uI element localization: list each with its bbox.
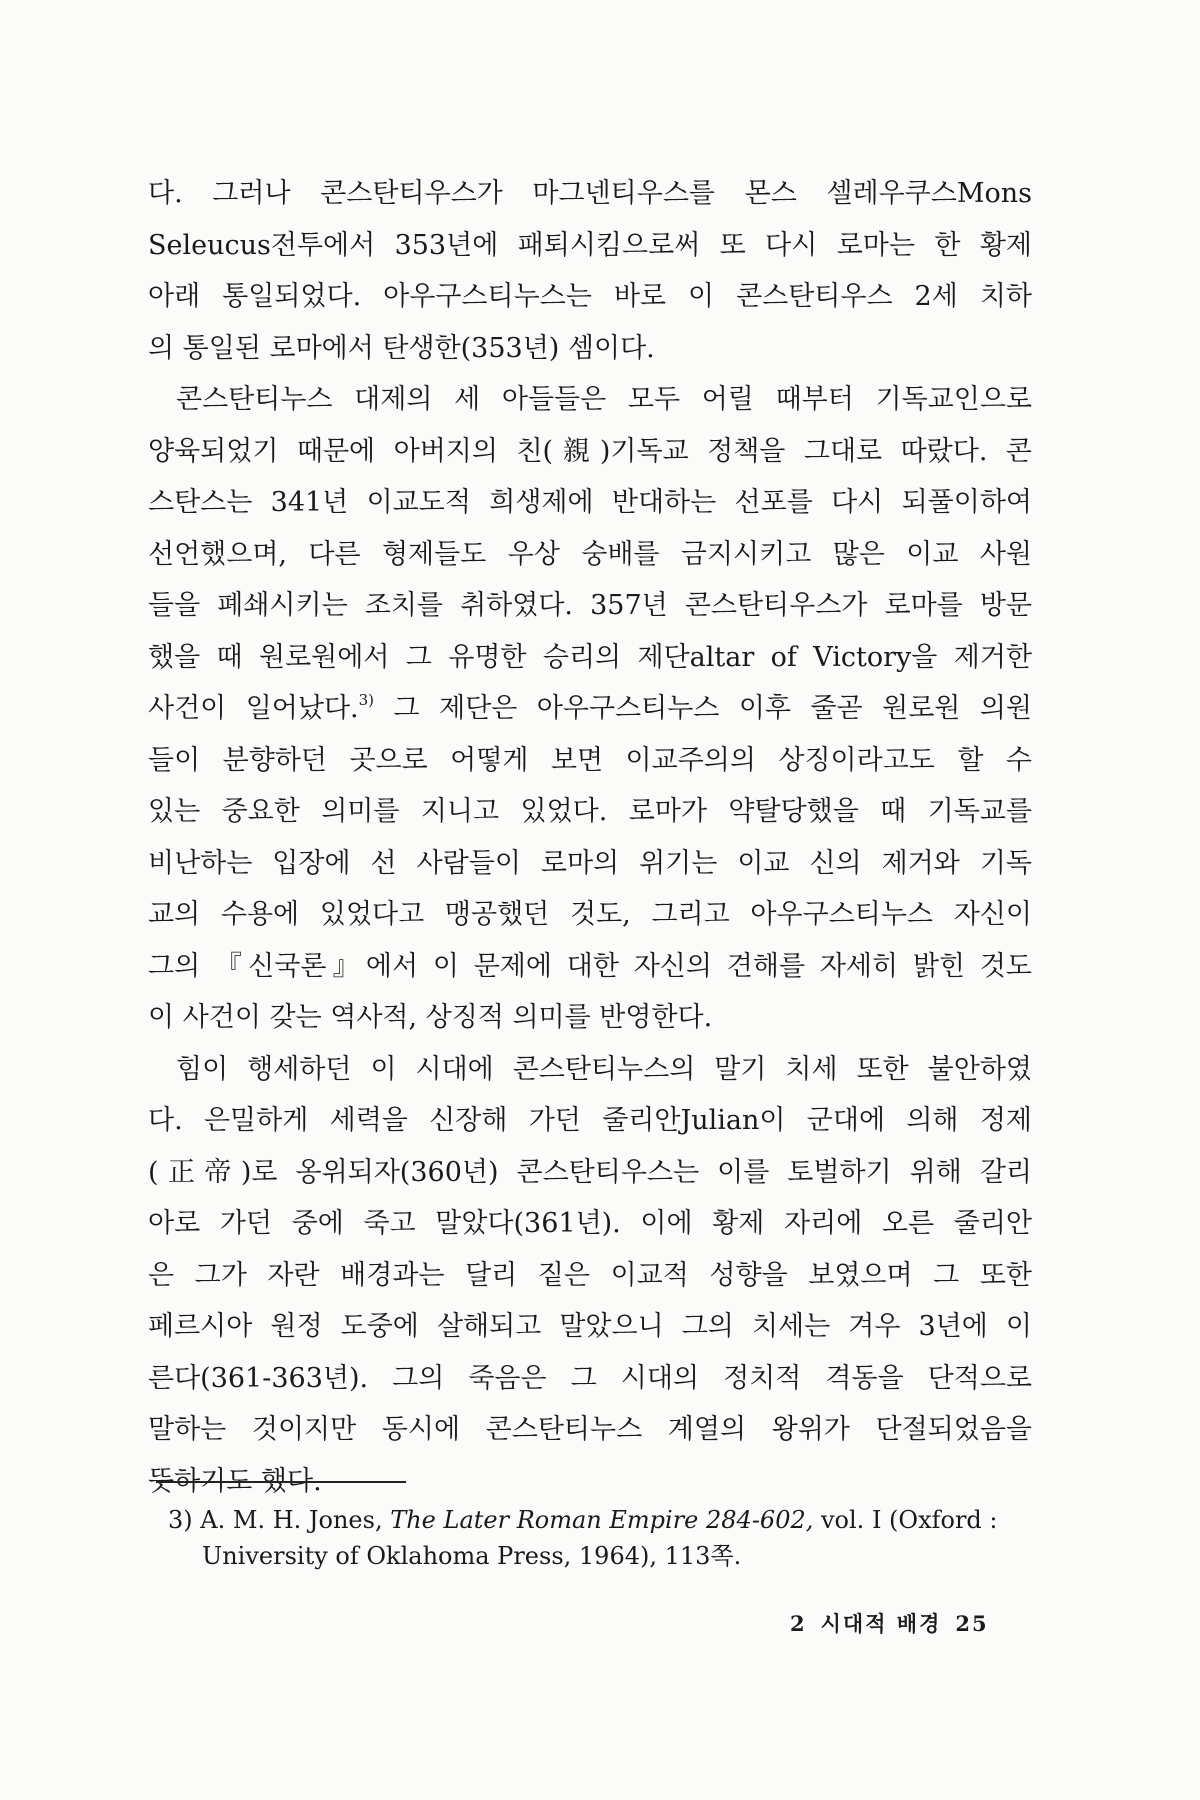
text-line: 말하는 것이지만 동시에 콘스탄티누스 계열의 왕위가 단절되었음을 (148, 1414, 1032, 1445)
footnote (168, 1502, 1038, 1574)
paragraph-start: 콘스탄티누스 대제의 세 아들들은 모두 어릴 때부터 기독교인으로 (176, 384, 1032, 415)
footnote-line (168, 1502, 1038, 1538)
text-line: 페르시아 원정 도중에 살해되고 말았으니 그의 치세는 겨우 3년에 이 (148, 1311, 1032, 1342)
text-line: 그의 『신국론』에서 이 문제에 대한 자신의 견해를 자세히 밝힌 것도 (148, 950, 1032, 982)
text-line: 선언했으며, 다른 형제들도 우상 숭배를 금지시키고 많은 이교 사원 (148, 538, 1032, 570)
text-line: 아로 가던 중에 죽고 말았다(361년). 이에 황제 자리에 오른 줄리안 (148, 1208, 1032, 1239)
text-line: 뜻하기도 했다. (148, 1465, 322, 1497)
text-line: 스탄스는 341년 이교도적 희생제에 반대하는 선포를 다시 되풀이하여 (148, 487, 1032, 518)
footnote-line: University of Oklahoma Press, 1964), 113쪽. (202, 1542, 742, 1570)
text-line: 했을 때 원로원에서 그 유명한 승리의 제단altar of Victory을 제거한 (148, 641, 1032, 673)
footnote-number: 3) (168, 1506, 193, 1534)
text-line: 른다(361-363년). 그의 죽음은 그 시대의 정치적 격동을 단적으로 (148, 1362, 1032, 1394)
footnote-author: A. M. H. Jones, (200, 1506, 383, 1534)
text-segment: 그 제단은 아우구스티누스 이후 줄곧 원로원 의원 (374, 693, 1032, 724)
text-line: Seleucus전투에서 353년에 패퇴시킴으로써 또 다시 로마는 한 황제 (148, 229, 1032, 261)
footnote-publication: vol. I (Oxford : (821, 1506, 998, 1534)
running-footer (790, 1608, 1003, 1638)
text-line: 의 통일된 로마에서 탄생한(353년) 셈이다. (148, 332, 655, 364)
chapter-title: 시대적 배경 (820, 1611, 942, 1636)
text-line-with-footnote (148, 683, 1032, 735)
footnote-divider (156, 1481, 406, 1483)
page-number: 25 (955, 1611, 989, 1636)
text-line: 들이 분향하던 곳으로 어떻게 보면 이교주의의 상징이라고도 할 수 (148, 744, 1032, 776)
text-line: 들을 폐쇄시키는 조치를 취하였다. 357년 콘스탄티우스가 로마를 방문 (148, 590, 1032, 621)
text-line: 교의 수용에 있었다고 맹공했던 것도, 그리고 아우구스티누스 자신이 (148, 899, 1032, 930)
text-line: 있는 중요한 의미를 지니고 있었다. 로마가 약탈당했을 때 기독교를 (148, 796, 1032, 827)
text-line: 아래 통일되었다. 아우구스티누스는 바로 이 콘스탄티우스 2세 치하 (148, 281, 1032, 312)
footnote-book-title: The Later Roman Empire 284-602, (390, 1506, 814, 1534)
text-line: 비난하는 입장에 선 사람들이 로마의 위기는 이교 신의 제거와 기독 (148, 847, 1032, 879)
footnote-reference: 3) (358, 691, 375, 709)
paragraph-start: 힘이 행세하던 이 시대에 콘스탄티누스의 말기 치세 또한 불안하였 (176, 1053, 1032, 1085)
text-line: 다. 은밀하게 세력을 신장해 가던 줄리안Julian이 군대에 의해 정제 (148, 1105, 1032, 1136)
text-line: (正帝)로 옹위되자(360년) 콘스탄티우스는 이를 토벌하기 위해 갈리 (148, 1156, 1032, 1188)
text-line: 은 그가 자란 배경과는 달리 짙은 이교적 성향을 보였으며 그 또한 (148, 1259, 1032, 1291)
text-line: 이 사건이 갖는 역사적, 상징적 의미를 반영한다. (148, 1002, 713, 1033)
text-segment: 사건이 일어났다. (148, 693, 359, 724)
chapter-number: 2 (790, 1611, 807, 1636)
text-line: 양육되었기 때문에 아버지의 친(親)기독교 정책을 그대로 따랐다. 콘 (148, 435, 1032, 467)
body-text (148, 168, 1032, 1507)
text-line: 다. 그러나 콘스탄티우스가 마그넨티우스를 몬스 셀레우쿠스Mons (148, 178, 1032, 209)
